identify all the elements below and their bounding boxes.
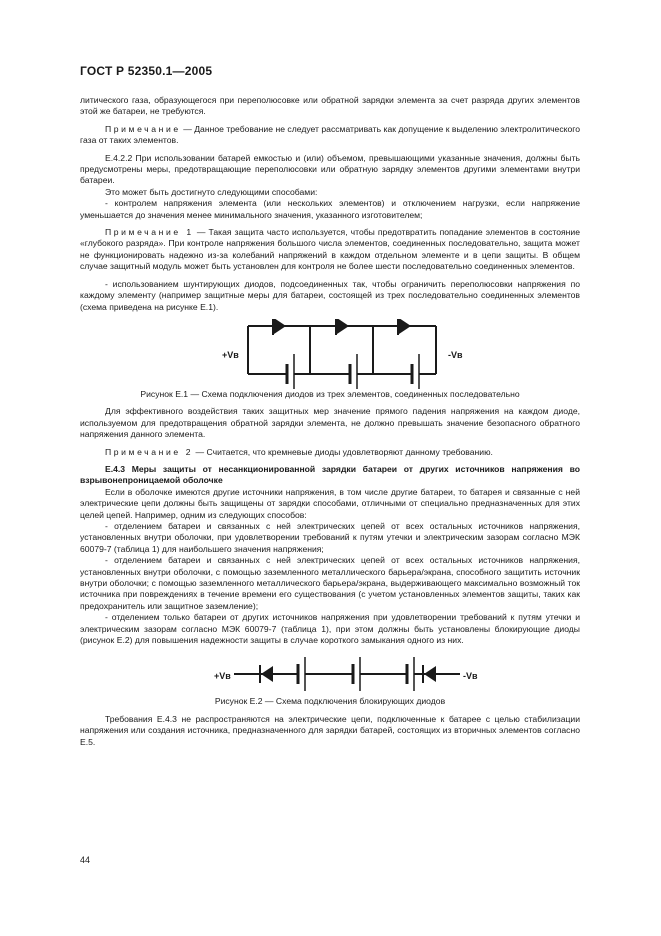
diode-cells-circuit-diagram	[80, 319, 580, 389]
positive-terminal-label: +Vв	[214, 671, 231, 682]
note-general	[80, 124, 580, 147]
note-text: — Считается, что кремневые диоды удовлетворяют данному требованию.	[193, 446, 493, 457]
list-item-separation-barrier: - отделением батареи и связанных с ней электрических цепей от всех остальных источников напряжения, установленных внутри оболочки, с помощью заземленного металлического барьера/экрана, способного защитить источник внутри оболочки; с помощью заземленного металлического барьера/экрана, выдерживающего максимально возможный ток источника при повреждениях в течение времени его существования (с учетом установленных элементов защиты, таких как предохранитель или защитное заземление);	[80, 555, 580, 611]
document-header: ГОСТ Р 52350.1—2005	[80, 64, 213, 78]
negative-terminal-label: -Vв	[463, 671, 478, 682]
negative-terminal-label: -Vв	[448, 349, 463, 360]
page-number: 44	[80, 855, 91, 865]
figure-e2-caption: Рисунок Е.2 — Схема подключения блокирующих диодов	[214, 696, 446, 707]
section-e43-text: Если в оболочке имеются другие источники напряжения, в том числе другие батареи, то батарея и связанные с ней электрические цепи должны быть защищены от зарядки способами, отличными от специально предназначенных для этих целей цепей. Например, одним из следующих способов:	[80, 486, 580, 520]
list-item-shunt-diodes: - использованием шунтирующих диодов, подсоединенных так, чтобы ограничить переполюсовки напряжения по каждому элементу (например защитные меры для батареи, состоящей из трех последовательно соединенных элементов (схема приведена на рисунке Е.1).	[80, 278, 580, 312]
paragraph-effective: Для эффективного воздействия таких защитных мер значение прямого падения напряжения на каждом диоде, используемом для предотвращения обратной зарядки элемента, не должно превышать значение безопасного обратного напряжения данного элемента.	[80, 406, 580, 440]
figure-e1-caption: Рисунок Е.1 — Схема подключения диодов из трех элементов, соединенных последовательно	[140, 388, 520, 399]
note-label: Примечание 2	[105, 446, 194, 457]
list-item-separation-creepage: - отделением батареи и связанных с ней электрических цепей от всех остальных источников напряжения, установленных внутри оболочки, при удовлетворении требований к путям утечки и электрическим зазорам согласно МЭК 60079-7 (таблица 1) для наибольшего значения напряжения;	[80, 520, 580, 554]
section-e422: Е.4.2.2 При использовании батарей емкостью и (или) объемом, превышающими указанные значения, должны быть предусмотрены меры, предотвращающие переполюсовки или обратную зарядку элементов другими элементами внутри батареи.	[80, 152, 580, 186]
note-text: — Данное требование не следует рассматривать как допущение к выделению электролитического газа от таких элементов.	[80, 123, 580, 146]
figure-e2	[80, 652, 580, 707]
note-label: Примечание 1	[105, 227, 194, 238]
note-text: — Такая защита часто используется, чтобы предотвратить попадание элементов в состояние «глубокого разряда». При контроле напряжения большого числа элементов, соединенных последовательно, защита может не функционировать надежно из-за колебаний напряжений в каждом отдельном элементе и в цепи защиты. В общем случае защитный модуль может быть установлен для контроля не более шести последовательно соединенных элементов.	[80, 227, 580, 272]
paragraph-continuation: литического газа, образующегося при переполюсовке или обратной зарядки элемента за счет разряда других элементов этой же батареи, не требуются.	[80, 95, 580, 117]
note-label: Примечание	[105, 123, 181, 134]
section-e43-title: Е.4.3 Меры защиты от несанкционированной зарядки батареи от других источников напряжения во взрывонепроницаемой оболочке	[80, 463, 580, 486]
note-2	[80, 447, 580, 458]
paragraph-final: Требования Е.4.3 не распространяются на электрические цепи, подключенные к батарее с целью стабилизации напряжения или создания источника, предназначенного для зарядки батарей, состоящих из вторичных элементов согласно Е.5.	[80, 713, 580, 747]
list-item-voltage-control: - контролем напряжения элемента (или нескольких элементов) и отключением нагрузки, если напряжение уменьшается до значения менее минимального значения, указанного изготовителем;	[80, 198, 580, 220]
document-body	[80, 95, 580, 754]
list-item-separation-blocking-diodes: - отделением только батареи от других источников напряжения при удовлетворении требований к путям утечки и электрическим зазорам согласно МЭК 60079-7 (таблица 1), при этом должны быть установлены блокирующие диоды (рисунок Е.2) для повышения надежности защиты в случае короткого замыкания одного из них.	[80, 612, 580, 646]
blocking-diodes-circuit-diagram	[80, 652, 580, 696]
paragraph-methods-intro: Это может быть достигнуто следующими способами:	[105, 186, 318, 197]
positive-terminal-label: +Vв	[222, 349, 239, 360]
figure-e1	[80, 319, 580, 400]
note-1	[80, 227, 580, 273]
